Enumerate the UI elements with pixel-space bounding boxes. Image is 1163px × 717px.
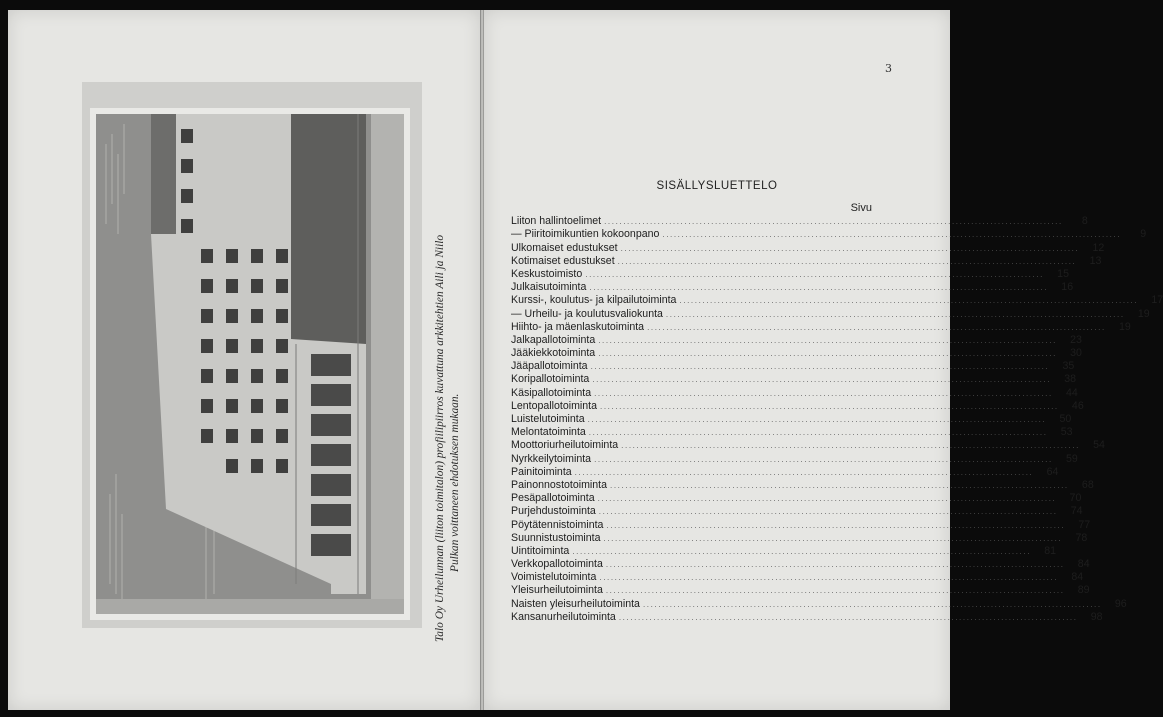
toc-entry (511, 267, 1069, 281)
toc-entry (511, 294, 1163, 307)
toc-entry (511, 531, 1088, 545)
toc-entry (511, 413, 1072, 426)
toc-entry-page: 12 (1092, 241, 1105, 254)
toc-entry-page: 9 (1140, 228, 1147, 241)
toc-entry-label: Painonnostotoiminta (511, 478, 607, 491)
toc-entry-label: Luistelutoiminta (511, 413, 585, 425)
toc-leader-dots: ........................................................................................................................ (679, 296, 1139, 306)
toc-title: SISÄLLYSLUETTELO (656, 180, 778, 192)
toc-entry (511, 281, 1074, 294)
toc-entry (511, 333, 1082, 347)
toc-entry (511, 505, 1083, 518)
toc-entry-page: 30 (1070, 347, 1082, 360)
toc-entry-page: 19 (1137, 307, 1150, 320)
toc-entry-label: Purjehdustoiminta (511, 505, 596, 518)
right-page (484, 10, 1163, 710)
toc-entry-page: 19 (1119, 320, 1131, 333)
toc-entry (511, 571, 1084, 584)
toc-entry-label: Naisten yleisurheilutoiminta (511, 597, 640, 610)
toc-leader-dots: ........................................................................................................................ (590, 362, 1050, 372)
toc-entry-label: Verkkopallotoiminta (511, 558, 603, 571)
toc-leader-dots: ........................................................................................................................ (598, 507, 1058, 517)
toc-entry (511, 241, 1105, 254)
toc-leader-dots: ........................................................................................................................ (665, 309, 1125, 319)
toc-entry (511, 558, 1090, 571)
toc-entry-page: 16 (1061, 281, 1074, 294)
toc-list (511, 215, 1163, 624)
toc-entry-page: 13 (1089, 254, 1102, 267)
toc-entry-page: 8 (1081, 215, 1088, 228)
toc-entry-label: Jalkapallotoiminta (511, 333, 596, 346)
toc-entry (511, 584, 1090, 597)
toc-leader-dots: ........................................................................................................................ (605, 560, 1065, 570)
toc-entry-page: 96 (1114, 597, 1127, 610)
toc-leader-dots: ........................................................................................................................ (598, 335, 1057, 345)
toc-entry-label: Melontatoiminta (511, 426, 586, 439)
toc-entry-page: 23 (1070, 333, 1082, 346)
toc-leader-dots: ........................................................................................................................ (585, 269, 1044, 279)
toc-entry-label: Kotimaiset edustukset (511, 254, 615, 267)
toc-leader-dots: ........................................................................................................................ (618, 612, 1078, 622)
toc-entry (511, 465, 1059, 479)
toc-entry-page: 84 (1077, 558, 1090, 571)
toc-entry-label: Yleisurheilutoiminta (511, 584, 603, 597)
toc-entry (511, 610, 1103, 624)
toc-leader-dots: ........................................................................................................................ (604, 217, 1063, 227)
toc-entry-page: 78 (1075, 531, 1088, 544)
toc-leader-dots: ........................................................................................................................ (597, 494, 1057, 504)
toc-page-column-header: Sivu (850, 202, 872, 214)
toc-entry-label: Pesäpallotoiminta (511, 492, 595, 505)
toc-entry (511, 452, 1078, 465)
toc-entry (511, 518, 1091, 531)
toc-leader-dots: ........................................................................................................................ (598, 349, 1057, 359)
building-drawing-image (90, 108, 410, 620)
caption-line-2: Pulkan voittaneen ehdotuksen mukaan. (449, 393, 461, 572)
toc-entry (511, 478, 1094, 492)
toc-leader-dots: ........................................................................................................................ (662, 230, 1122, 240)
toc-entry (511, 426, 1073, 439)
toc-entry-label: Koripallotoiminta (511, 373, 590, 386)
toc-entry-page: 84 (1071, 571, 1084, 584)
toc-entry (511, 228, 1147, 241)
toc-entry-label: Käsipallotoiminta (511, 386, 592, 399)
image-caption (433, 102, 463, 642)
toc-leader-dots: ........................................................................................................................ (620, 243, 1080, 253)
toc-entry-label: Kansanurheilutoiminta (511, 610, 616, 623)
toc-leader-dots: ........................................................................................................................ (599, 573, 1059, 583)
toc-entry-page: 59 (1065, 452, 1078, 465)
toc-entry-label: Ulkomaiset edustukset (511, 241, 618, 254)
toc-entry-page: 64 (1046, 465, 1059, 478)
toc-entry (511, 386, 1078, 399)
toc-entry (511, 373, 1077, 386)
toc-entry-page: 77 (1078, 518, 1091, 531)
toc-entry-page: 70 (1069, 492, 1082, 505)
toc-leader-dots: ........................................................................................................................ (574, 467, 1034, 477)
toc-leader-dots: ........................................................................................................................ (589, 283, 1049, 293)
toc-entry-page: 38 (1064, 373, 1077, 386)
toc-leader-dots: ........................................................................................................................ (606, 520, 1066, 530)
toc-entry-page: 98 (1090, 610, 1103, 623)
toc-entry-label: Nyrkkeilytoiminta (511, 452, 592, 465)
toc-leader-dots: ........................................................................................................................ (594, 454, 1053, 464)
toc-entry-page: 46 (1071, 399, 1084, 412)
toc-leader-dots: ........................................................................................................................ (594, 388, 1053, 398)
toc-leader-dots: ........................................................................................................................ (610, 480, 1069, 490)
toc-entry-label: Kurssi-, koulutus- ja kilpailutoiminta (511, 294, 677, 307)
toc-entry-label: Jääpallotoiminta (511, 360, 588, 373)
toc-entry-page: 89 (1077, 584, 1090, 597)
toc-entry (511, 399, 1084, 413)
toc-entry-label: Suunnistustoiminta (511, 531, 601, 544)
toc-entry-label: — Piiritoimikuntien kokoonpano (511, 228, 660, 241)
toc-entry (511, 597, 1127, 610)
toc-entry-page: 68 (1081, 478, 1094, 491)
toc-leader-dots: ........................................................................................................................ (588, 428, 1048, 438)
toc-entry-page: 74 (1070, 505, 1083, 518)
toc-leader-dots: ........................................................................................................................ (605, 586, 1065, 596)
toc-entry (511, 307, 1150, 320)
building-drawing (96, 114, 404, 614)
toc-entry-label: Moottoriurheilutoiminta (511, 439, 619, 452)
toc-entry-label: Hiihto- ja mäenlaskutoiminta (511, 320, 645, 333)
toc-leader-dots: ........................................................................................................................ (603, 533, 1063, 543)
toc-entry-label: — Urheilu- ja koulutusvaliokunta (511, 307, 663, 320)
toc-entry-page: 50 (1059, 413, 1072, 425)
toc-entry-page: 44 (1066, 386, 1078, 399)
toc-entry-page: 17 (1151, 294, 1163, 307)
toc-leader-dots: ........................................................................................................................ (617, 256, 1077, 266)
toc-entry-label: Uintitoiminta (511, 544, 570, 557)
left-page (8, 10, 480, 710)
toc-entry-label: Keskustoimisto (511, 267, 583, 280)
caption-line-1: Talo Oy Urheilunnan (liiton toimitalon) profiilipiirros kuvattuna arkkitehtien Aili ja Niilo (434, 234, 446, 642)
toc-entry (511, 347, 1082, 360)
toc-entry-label: Lentopallotoiminta (511, 399, 597, 412)
toc-entry (511, 215, 1088, 228)
toc-entry-page: 35 (1062, 360, 1075, 373)
toc-entry-page: 15 (1057, 267, 1069, 280)
toc-entry-label: Liiton hallintoelimet (511, 215, 602, 228)
toc-entry-label: Voimistelutoiminta (511, 571, 597, 584)
toc-entry-label: Jääkiekkotoiminta (511, 347, 596, 360)
toc-leader-dots: ........................................................................................................................ (647, 322, 1106, 332)
toc-leader-dots: ........................................................................................................................ (621, 441, 1080, 451)
toc-entry (511, 439, 1105, 452)
page-number: 3 (885, 62, 892, 75)
toc-entry (511, 254, 1102, 268)
toc-entry-page: 54 (1093, 439, 1105, 452)
toc-entry (511, 492, 1082, 505)
toc-leader-dots: ........................................................................................................................ (572, 546, 1032, 556)
toc-entry-label: Pöytätennistoiminta (511, 518, 604, 531)
toc-entry (511, 360, 1075, 373)
toc-entry-page: 53 (1060, 426, 1073, 439)
toc-leader-dots: ........................................................................................................................ (592, 375, 1052, 385)
toc-entry-label: Julkaisutoiminta (511, 281, 587, 294)
toc-leader-dots: ........................................................................................................................ (600, 401, 1059, 411)
toc-entry-page: 81 (1044, 544, 1057, 557)
toc-entry (511, 544, 1057, 558)
toc-leader-dots: ........................................................................................................................ (642, 599, 1102, 609)
toc-entry (511, 320, 1131, 334)
toc-leader-dots: ........................................................................................................................ (587, 415, 1047, 424)
toc-entry-label: Painitoiminta (511, 465, 572, 478)
